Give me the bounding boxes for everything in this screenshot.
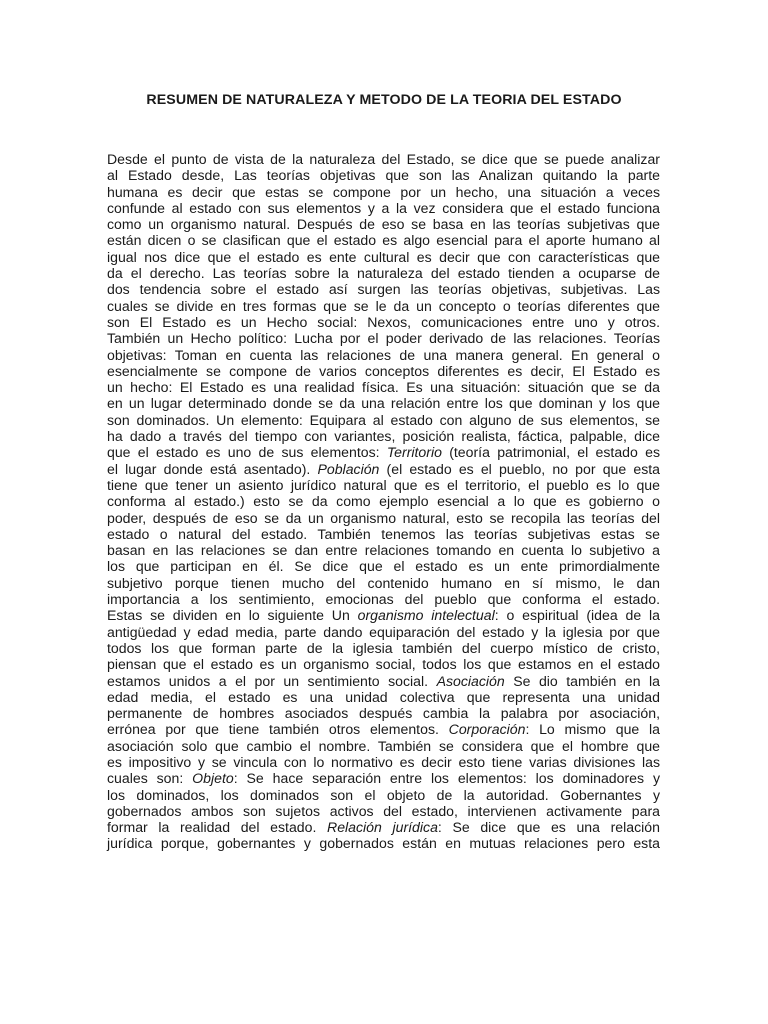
text-segment: edad media, el estado es una unidad colectiva que representa una unidad [107,688,660,705]
text-line [107,249,660,265]
italic-term: Relación jurídica [327,819,438,836]
text-segment: son dominados. Un elemento: Equipara al estado con alguno de sus elementos, se [107,411,660,428]
text-segment: antigüedad y edad media, parte dando equiparación del estado y la iglesia por que [107,623,660,640]
text-line [107,624,660,640]
text-line [107,216,660,232]
text-segment: los que participan en él. Se dice que el estado es un ente primordialmente [107,558,660,575]
text-line [107,232,660,248]
text-line [107,347,660,363]
text-segment: da el derecho. Las teorías sobre la naturaleza del estado tienden a ocuparse de [107,265,660,282]
document-title: RESUMEN DE NATURALEZA Y METODO DE LA TEORIA DEL ESTADO [146,92,622,108]
text-segment: : o espiritual (idea de la [494,607,660,624]
text-segment: objetivas: Toman en cuenta las relaciones de una manera general. En general o [107,346,660,363]
text-line [107,835,660,851]
text-line [107,591,660,607]
text-segment: conforma al estado.) esto se da como ejemplo esencial a lo que es gobierno o [107,493,660,510]
text-segment: También un Hecho político: Lucha por el poder derivado de las relaciones. Teorías [107,330,660,347]
text-line [107,444,660,460]
italic-term: organismo intelectual [357,607,495,624]
text-line [107,298,660,314]
text-segment: basan en las relaciones se dan entre relaciones tomando en cuenta lo subjetivo a [107,542,660,559]
text-line [107,461,660,477]
italic-term: Territorio [386,444,442,461]
text-line [107,542,660,558]
text-segment: jurídica porque, gobernantes y gobernados están en mutuas relaciones pero esta [107,835,660,852]
text-line [107,412,660,428]
text-line [107,738,660,754]
text-segment: subjetivo porque tienen mucho del contenido humano en sí mismo, le dan [107,574,660,591]
text-line [107,314,660,330]
text-line [107,395,660,411]
text-segment: es impositivo y se vincula con lo normativo es decir esto tiene varias divisiones las [107,753,660,770]
text-segment: humana es decir que estas se compone por un hecho, una situación a veces [107,183,660,200]
text-segment: poder, después de eso se da un organismo natural, esto se recopila las teorías del [107,509,660,526]
text-segment: ha dado a través del tiempo con variantes, posición realista, fáctica, palpable, dice [107,428,660,445]
italic-term: Asociación [436,672,505,689]
text-line [107,330,660,346]
document-body [107,151,660,852]
text-segment: igual nos dice que el estado es ente cultural es decir que con características que [107,248,660,265]
text-segment: todos los que forman parte de la iglesia también del cuerpo místico de cristo, [107,639,660,656]
text-line [107,656,660,672]
text-line [107,167,660,183]
text-segment: gobernados ambos son sujetos activos del estado, intervienen activamente para [107,802,660,819]
text-segment: estado o natural del estado. También tenemos las teorías subjetivas estas se [107,525,660,542]
text-segment: en un lugar determinado donde se da una relación entre los que dominan y los que [107,395,660,412]
text-segment: al Estado desde, Las teorías objetivas que son las Analizan quitando la parte [107,167,660,184]
text-line [107,640,660,656]
text-segment: : Se dice que es una relación [437,819,660,836]
italic-term: Población [317,460,380,477]
text-line [107,184,660,200]
text-segment: están dicen o se clasifican que el estado es algo esencial para el aporte humano al [107,232,660,249]
text-line [107,689,660,705]
italic-term: Objeto [192,770,234,787]
text-line [107,673,660,689]
text-line [107,575,660,591]
text-segment: un hecho: El Estado es una realidad física. Es una situación: situación que se da [107,379,660,396]
text-line [107,281,660,297]
text-segment: permanente de hombres asociados después cambia la palabra por asociación, [107,705,660,722]
text-line [107,265,660,281]
text-segment: (teoría patrimonial, el estado es [441,444,660,461]
text-segment: esencialmente se compone de varios conceptos diferentes es decir, El Estado es [107,362,660,379]
text-line [107,526,660,542]
text-segment: Se dio también en la [504,672,660,689]
text-segment: formar la realidad del estado. [107,819,328,836]
text-segment: estamos unidos a el por un sentimiento social. [107,672,437,689]
text-line [107,477,660,493]
text-segment: importancia a los sentimiento, emocionas del pueblo que conforma el estado. [107,591,660,608]
text-segment: son El Estado es un Hecho social: Nexos, comunicaciones entre uno y otros. [107,313,660,330]
text-segment: cuales son: [107,770,193,787]
text-line [107,558,660,574]
text-segment: tiene que tener un asiento jurídico natural que es el territorio, el pueblo es lo que [107,476,660,493]
text-line [107,819,660,835]
text-segment: que el estado es uno de sus elementos: [107,444,387,461]
text-segment: Desde el punto de vista de la naturaleza del Estado, se dice que se puede analizar [107,151,660,167]
text-segment: errónea por que tiene también otros elementos. [107,721,449,738]
text-line [107,200,660,216]
text-segment: : Lo mismo que la [525,721,660,738]
text-line [107,803,660,819]
text-segment: piensan que el estado es un organismo social, todos los que estamos en el estado [107,656,660,673]
text-line [107,754,660,770]
text-line [107,151,660,167]
text-line [107,607,660,623]
italic-term: Corporación [448,721,526,738]
text-segment: el lugar donde está asentado). [107,460,318,477]
text-segment: asociación solo que cambio el nombre. También se considera que el hombre que [107,737,660,754]
text-line [107,428,660,444]
text-line [107,721,660,737]
text-line [107,787,660,803]
text-line [107,363,660,379]
text-line [107,770,660,786]
text-segment: cuales se divide en tres formas que se le da un concepto o teorías diferentes que [107,297,660,314]
text-segment: como un organismo natural. Después de eso se basa en las teorías subjetivas que [107,216,660,233]
text-line [107,493,660,509]
text-line [107,379,660,395]
text-segment: : Se hace separación entre los elementos: los dominadores y [233,770,661,787]
text-segment: (el estado es el pueblo, no por que esta [379,460,660,477]
text-segment: dos tendencia sobre el estado así surgen las teorías objetivas, subjetivas. Las [107,281,660,298]
text-segment: confunde al estado con sus elementos y a la vez considera que el estado funciona [107,199,660,216]
text-line [107,510,660,526]
text-segment: Estas se dividen en lo siguiente Un [107,607,358,624]
text-line [107,705,660,721]
text-segment: los dominados, los dominados son el objeto de la autoridad. Gobernantes y [107,786,660,803]
